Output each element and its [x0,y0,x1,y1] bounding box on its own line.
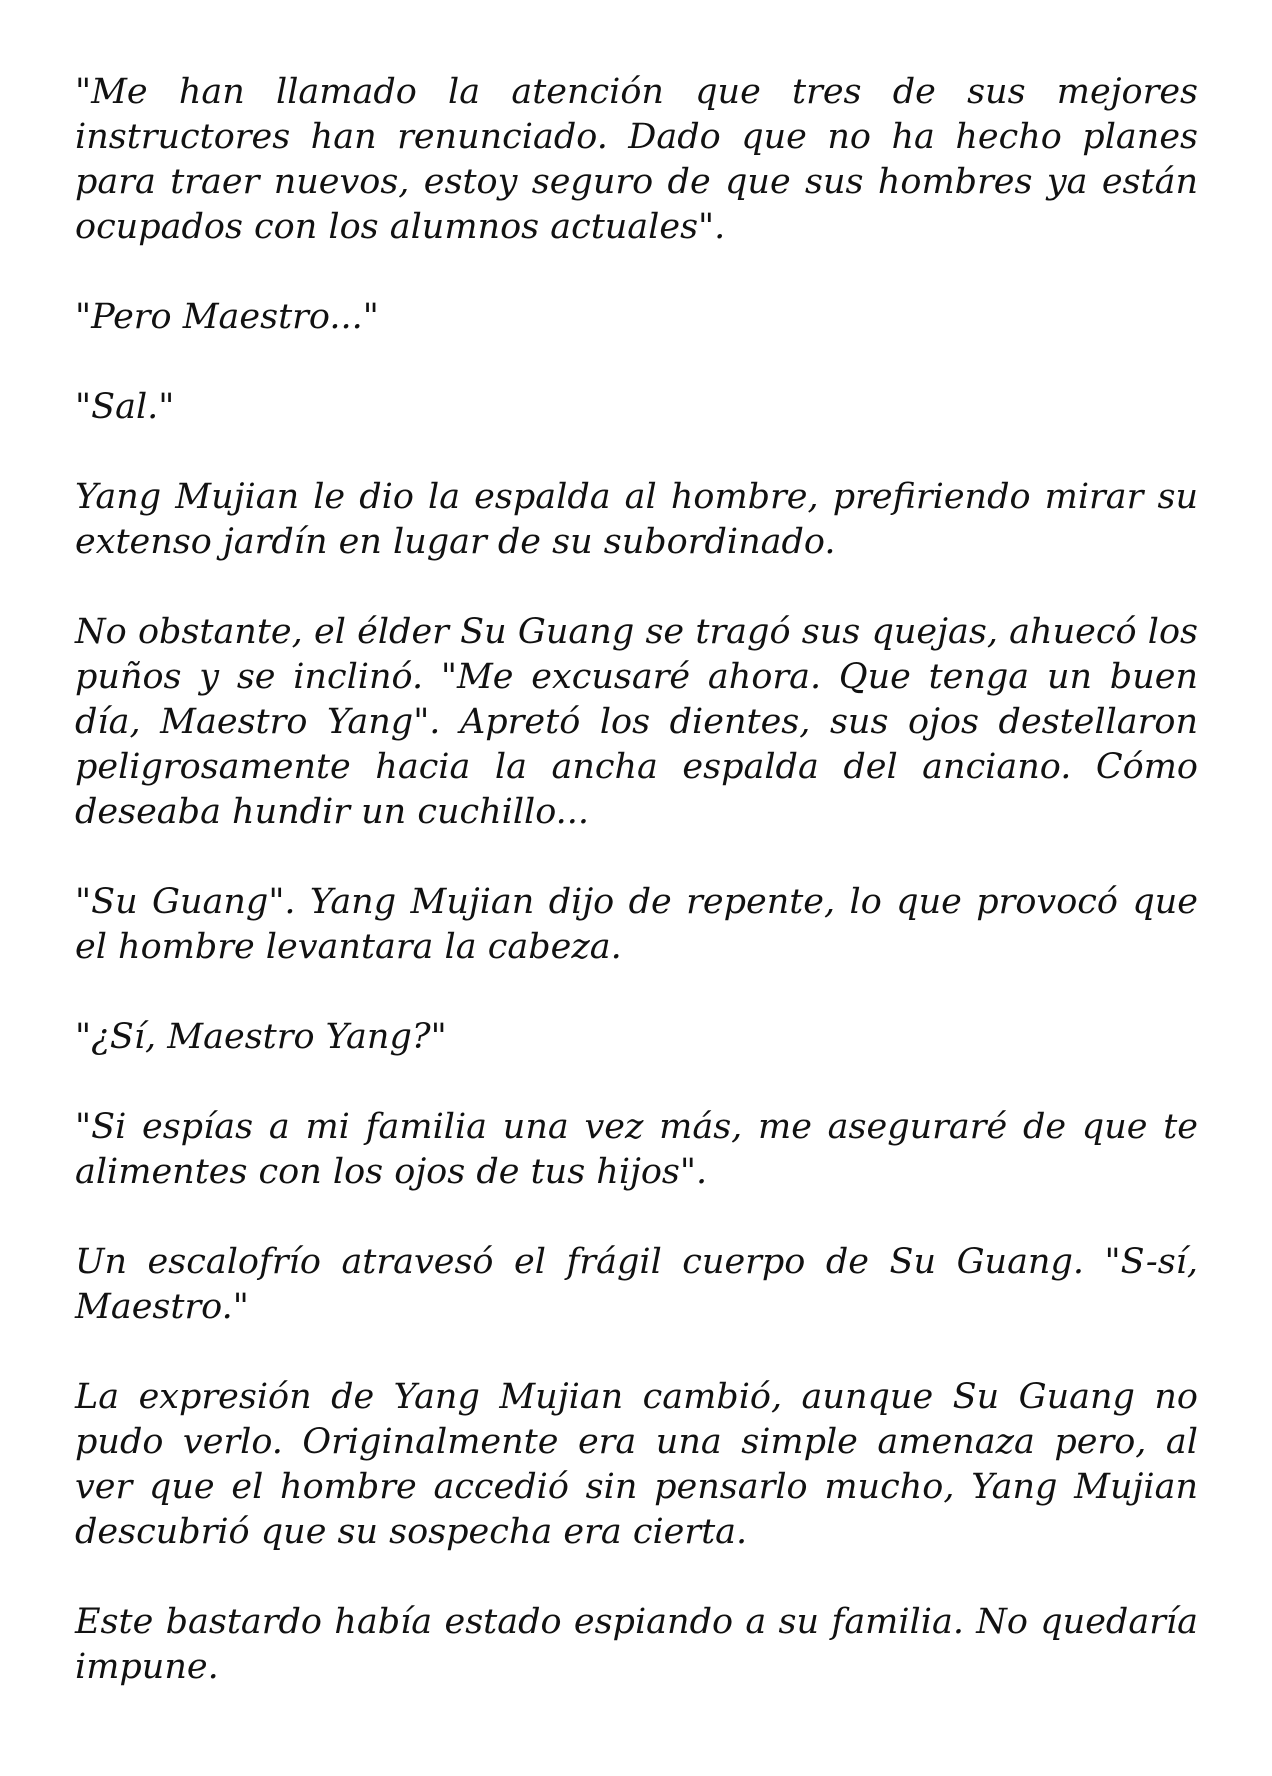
paragraph-1: "Me han llamado la atención que tres de sus mejores instructores han renunciado. Dado que no ha hecho planes para traer nuevos, estoy seguro de que sus hombres ya están ocupados con los alumnos actuales". [75,72,1198,247]
paragraph-2: "Pero Maestro..." [75,297,379,337]
paragraph-7: "¿Sí, Maestro Yang?" [75,1017,447,1057]
paragraph-8: "Si espías a mi familia una vez más, me aseguraré de que te alimentes con los ojos de tus hijos". [75,1107,1198,1192]
document-page [75,70,1198,1690]
paragraph-4: Yang Mujian le dio la espalda al hombre, prefiriendo mirar su extenso jardín en lugar de su subordinado. [75,477,1198,562]
paragraph-3: "Sal." [75,387,175,427]
paragraph-11: Este bastardo había estado espiando a su familia. No quedaría impune. [75,1602,1198,1687]
paragraph-10: La expresión de Yang Mujian cambió, aunque Su Guang no pudo verlo. Originalmente era una simple amenaza pero, al ver que el hombre accedió sin pensarlo mucho, Yang Mujian descubrió que su sospecha era cierta. [75,1377,1198,1552]
paragraph-6: "Su Guang". Yang Mujian dijo de repente, lo que provocó que el hombre levantara la cabeza. [75,882,1198,967]
paragraph-9: Un escalofrío atravesó el frágil cuerpo de Su Guang. "S-sí, Maestro." [75,1242,1198,1327]
paragraph-5: No obstante, el élder Su Guang se tragó sus quejas, ahuecó los puños y se inclinó. "Me excusaré ahora. Que tenga un buen día, Maestro Yang". Apretó los dientes, sus ojos destellaron peligrosamente hacia la ancha espalda del anciano. Cómo deseaba hundir un cuchillo... [75,612,1198,832]
